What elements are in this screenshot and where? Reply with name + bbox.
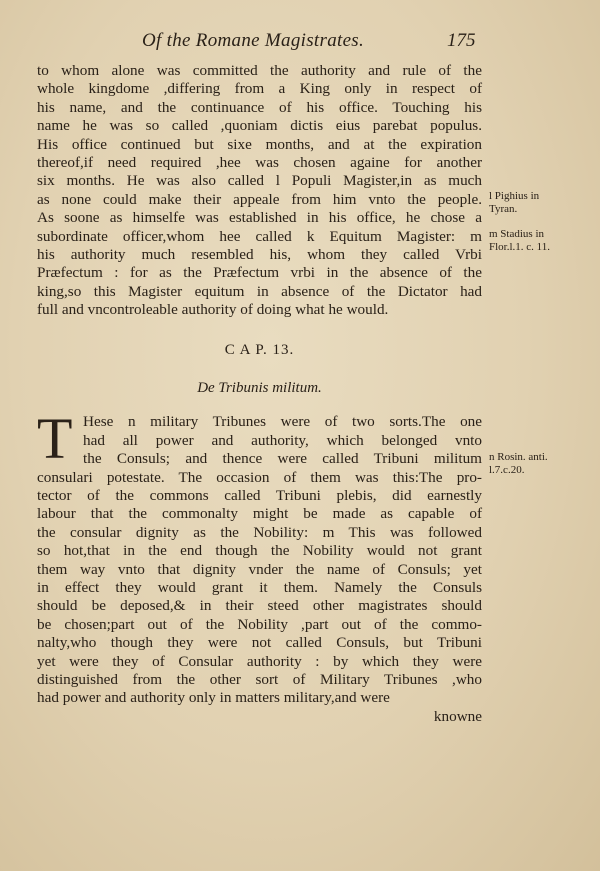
text-line: name he was so called ,quoniam dictis eius parebat populus. <box>37 117 482 135</box>
text-line: his authority much resembled his, whom they called Vrbi <box>37 245 482 263</box>
text-line: distinguished from the other sort of Military Tribunes ,who <box>37 670 482 688</box>
text-line: the Consuls; and thence were called Tribuni militum <box>83 450 482 468</box>
text-line: as none could make their appeale from him vnto the people. <box>37 190 482 208</box>
chapter-heading: C A P. 13. <box>224 342 295 359</box>
text-line: should be deposed,& in their steed other magistrates should <box>37 597 482 615</box>
margin-note-line: l.7.c.20. <box>489 464 525 476</box>
paragraph-2 <box>37 406 482 726</box>
margin-note-line: n Rosin. anti. <box>489 451 548 463</box>
text-line: tector of the commons called Tribuni plebis, did earnestly <box>37 487 482 505</box>
running-head <box>0 30 600 54</box>
margin-note-m <box>489 228 594 254</box>
text-line: six months. He was also called l Populi Magister,in as much <box>37 172 482 190</box>
text-line: be chosen;part out of the Nobility ,part out of the commo- <box>37 615 482 633</box>
text-line: whole kingdome ,differing from a King only in respect of <box>37 80 482 98</box>
margin-note-line: Flor.l.1. c. 11. <box>489 241 551 253</box>
paragraph-1 <box>37 62 482 319</box>
margin-note-line: l Pighius in <box>489 190 540 202</box>
text-line: Præfectum : for as the Præfectum vrbi in the absence of the <box>37 264 482 282</box>
running-title: Of the Romane Magistrates. <box>142 30 365 51</box>
text-line: thereof,if need required ,hee was chosen againe for another <box>37 153 482 171</box>
text-line: consulari potestate. The occasion of them was this:The pro- <box>37 468 482 486</box>
chapter-subheading: De Tribunis militum. <box>197 380 322 397</box>
text-line: king,so this Magister equitum in absence of the Dictator had <box>37 282 482 300</box>
text-line: so hot,that in the end though the Nobility would not grant <box>37 542 482 560</box>
page-number: 175 <box>447 30 476 51</box>
drop-cap: T <box>37 406 73 472</box>
text-line: yet were they of Consular authority : by which they were <box>37 652 482 670</box>
text-line: had all power and authority, which belonged vnto <box>83 431 482 449</box>
text-line: had power and authority only in matters military,and were <box>37 689 390 707</box>
text-line: the consular dignity as the Nobility: m This was followed <box>37 523 482 541</box>
text-line: Hese n military Tribunes were of two sorts.The one <box>83 413 482 431</box>
text-line: nalty,who though they were not called Consuls, but Tribuni <box>37 634 482 652</box>
margin-note-line: Tyran. <box>489 203 518 215</box>
text-line: full and vncontroleable authority of doing what he would. <box>37 301 389 319</box>
text-line: His office continued but sixe months, and at the expiration <box>37 135 482 153</box>
text-line: subordinate officer,whom hee called k Equitum Magister: m <box>37 227 482 245</box>
body-text <box>37 62 482 726</box>
text-line: to whom alone was committed the authority and rule of the <box>37 62 482 79</box>
margin-note-l <box>489 190 594 216</box>
text-line: As soone as himselfe was established in his office, he chose a <box>37 209 482 227</box>
text-line: labour that the commonalty might be made as capable of <box>37 505 482 523</box>
margin-note-line: m Stadius in <box>489 228 545 240</box>
text-line: them way vnto that dignity vnder the name of Consuls; yet <box>37 560 482 578</box>
text-line: in effect they would grant it them. Namely the Consuls <box>37 578 482 596</box>
margin-note-n <box>489 451 594 477</box>
catchword: knowne <box>433 707 482 725</box>
text-line: his name, and the continuance of his office. Touching his <box>37 98 482 116</box>
